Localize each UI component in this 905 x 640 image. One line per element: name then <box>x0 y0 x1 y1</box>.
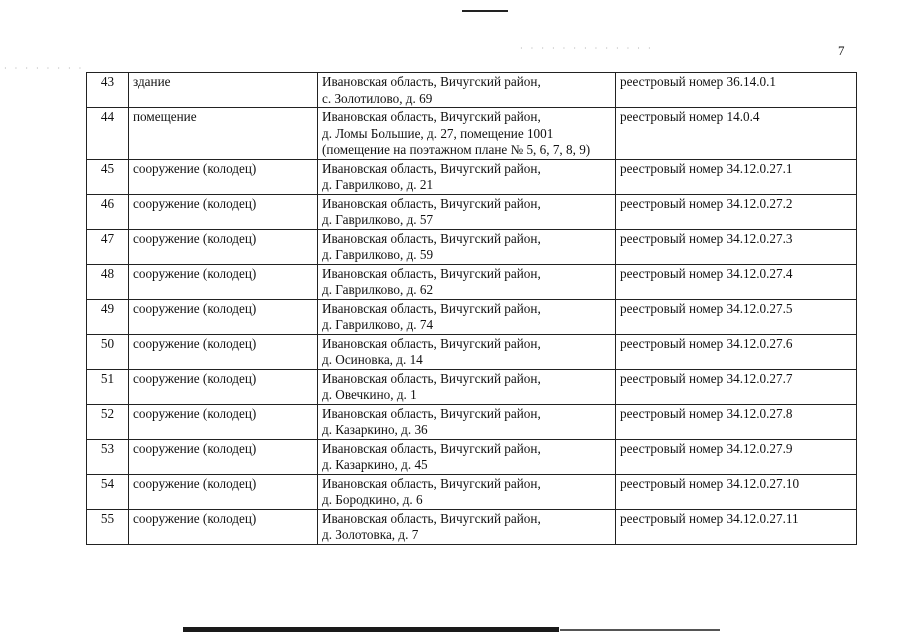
row-number-cell: 51 <box>87 369 129 404</box>
row-number-cell: 53 <box>87 439 129 474</box>
address-region-line: Ивановская область, Вичугский район, <box>322 300 541 316</box>
table-row <box>87 194 857 229</box>
row-number-cell: 55 <box>87 509 129 544</box>
address-locality-line: д. Осиновка, д. 14 <box>322 352 423 367</box>
registry-number-cell: реестровый номер 34.12.0.27.11 <box>616 509 857 544</box>
address-locality-line: д. Гаврилково, д. 21 <box>322 177 434 192</box>
address-region-line: Ивановская область, Вичугский район, <box>322 405 541 421</box>
address-locality-line: д. Казаркино, д. 36 <box>322 422 428 437</box>
address-cell <box>318 334 616 369</box>
table-row <box>87 229 857 264</box>
object-type-cell: сооружение (колодец) <box>129 194 318 229</box>
row-number-cell: 54 <box>87 474 129 509</box>
row-number-cell: 49 <box>87 299 129 334</box>
table-row <box>87 334 857 369</box>
object-type-cell: сооружение (колодец) <box>129 439 318 474</box>
scan-artifact-dots-left: · · · · · · · · <box>4 64 85 73</box>
object-type-cell: сооружение (колодец) <box>129 159 318 194</box>
object-type-cell: сооружение (колодец) <box>129 404 318 439</box>
address-region-line: Ивановская область, Вичугский район, <box>322 440 541 456</box>
address-cell <box>318 264 616 299</box>
address-locality-line: д. Гаврилково, д. 74 <box>322 317 434 332</box>
address-region-line: Ивановская область, Вичугский район, <box>322 335 541 351</box>
address-cell <box>318 194 616 229</box>
table-row <box>87 108 857 160</box>
address-cell <box>318 73 616 108</box>
row-number-cell: 52 <box>87 404 129 439</box>
object-type-cell: сооружение (колодец) <box>129 264 318 299</box>
address-cell <box>318 509 616 544</box>
address-locality-line: д. Бородкино, д. 6 <box>322 492 423 507</box>
registry-number-cell: реестровый номер 34.12.0.27.6 <box>616 334 857 369</box>
registry-number-cell: реестровый номер 34.12.0.27.10 <box>616 474 857 509</box>
address-cell <box>318 299 616 334</box>
registry-number-cell: реестровый номер 34.12.0.27.4 <box>616 264 857 299</box>
table-row <box>87 509 857 544</box>
registry-number-cell: реестровый номер 36.14.0.1 <box>616 73 857 108</box>
registry-number-cell: реестровый номер 34.12.0.27.5 <box>616 299 857 334</box>
address-cell <box>318 229 616 264</box>
address-locality-line: д. Гаврилково, д. 62 <box>322 282 434 297</box>
address-cell <box>318 108 616 160</box>
scan-artifact-dots: · · · · · · · · · · · · · <box>520 44 654 53</box>
scan-artifact-bottom-bar <box>183 627 559 632</box>
row-number-cell: 48 <box>87 264 129 299</box>
object-type-cell: сооружение (колодец) <box>129 474 318 509</box>
row-number-cell: 47 <box>87 229 129 264</box>
address-cell <box>318 369 616 404</box>
table-row <box>87 299 857 334</box>
table-row <box>87 159 857 194</box>
row-number-cell: 50 <box>87 334 129 369</box>
table-row <box>87 404 857 439</box>
table-row <box>87 474 857 509</box>
table-row <box>87 73 857 108</box>
address-locality-line: д. Золотовка, д. 7 <box>322 527 419 542</box>
address-region-line: Ивановская область, Вичугский район, <box>322 74 541 89</box>
address-locality-line: д. Казаркино, д. 45 <box>322 457 428 472</box>
object-type-cell: сооружение (колодец) <box>129 334 318 369</box>
registry-number-cell: реестровый номер 34.12.0.27.8 <box>616 404 857 439</box>
registry-number-cell: реестровый номер 34.12.0.27.3 <box>616 229 857 264</box>
registry-table-body <box>87 73 857 545</box>
object-type-cell: сооружение (колодец) <box>129 229 318 264</box>
row-number-cell: 45 <box>87 159 129 194</box>
object-type-cell: сооружение (колодец) <box>129 509 318 544</box>
registry-number-cell: реестровый номер 34.12.0.27.9 <box>616 439 857 474</box>
address-region-line: Ивановская область, Вичугский район, <box>322 475 541 491</box>
address-region-line: Ивановская область, Вичугский район, <box>322 230 541 246</box>
object-type-cell: здание <box>129 73 318 108</box>
address-locality-line: с. Золотилово, д. 69 <box>322 90 433 106</box>
address-region-line: Ивановская область, Вичугский район, <box>322 109 541 124</box>
address-region-line: Ивановская область, Вичугский район, <box>322 370 541 386</box>
registry-table <box>86 72 857 545</box>
page-number: 7 <box>838 43 845 58</box>
table-row <box>87 439 857 474</box>
address-cell <box>318 439 616 474</box>
registry-number-cell: реестровый номер 14.0.4 <box>616 108 857 160</box>
row-number-cell: 43 <box>87 73 129 108</box>
address-region-line: Ивановская область, Вичугский район, <box>322 265 541 281</box>
registry-number-cell: реестровый номер 34.12.0.27.2 <box>616 194 857 229</box>
address-region-line: Ивановская область, Вичугский район, <box>322 195 541 211</box>
registry-number-cell: реестровый номер 34.12.0.27.7 <box>616 369 857 404</box>
row-number-cell: 46 <box>87 194 129 229</box>
table-row <box>87 264 857 299</box>
registry-number-cell: реестровый номер 34.12.0.27.1 <box>616 159 857 194</box>
scan-artifact-top-line <box>462 10 508 12</box>
object-type-cell: сооружение (колодец) <box>129 369 318 404</box>
row-number-cell: 44 <box>87 108 129 160</box>
table-row <box>87 369 857 404</box>
object-type-cell: сооружение (колодец) <box>129 299 318 334</box>
address-locality-line: д. Гаврилково, д. 57 <box>322 212 434 227</box>
address-locality-line: д. Овечкино, д. 1 <box>322 387 417 402</box>
scan-artifact-bottom-line <box>560 629 720 631</box>
address-cell <box>318 159 616 194</box>
address-region-line: Ивановская область, Вичугский район, <box>322 160 541 176</box>
address-region-line: Ивановская область, Вичугский район, <box>322 510 541 526</box>
address-locality-line: д. Гаврилково, д. 59 <box>322 247 434 262</box>
address-locality-line: д. Ломы Большие, д. 27, помещение 1001 (помещение на поэтажном плане № 5, 6, 7, 8, 9) <box>322 125 591 157</box>
address-cell <box>318 474 616 509</box>
address-cell <box>318 404 616 439</box>
object-type-cell: помещение <box>129 108 318 160</box>
